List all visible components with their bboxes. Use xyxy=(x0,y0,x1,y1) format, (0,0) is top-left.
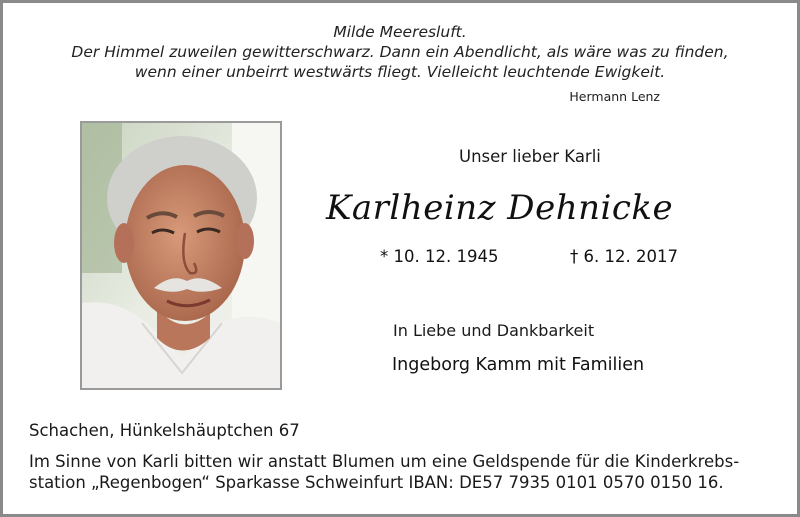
quote-line: Der Himmel zuweilen gewitterschwarz. Dann ein Abendlicht, als wäre was zu finden, xyxy=(71,43,729,61)
quote-line: Milde Meeresluft. xyxy=(333,23,467,41)
birth-date: * 10. 12. 1945 xyxy=(380,247,499,266)
quote-author: Hermann Lenz xyxy=(569,89,660,104)
donation-note-line: Im Sinne von Karli bitten wir anstatt Blumen um eine Geldspende für die Kinderkrebs- xyxy=(29,452,740,471)
portrait-image xyxy=(82,123,280,388)
address-line: Schachen, Hünkelshäuptchen 67 xyxy=(29,421,300,440)
intro-text: Unser lieber Karli xyxy=(459,147,601,166)
deceased-name: Karlheinz Dehnicke xyxy=(326,188,674,228)
portrait-photo xyxy=(80,121,282,390)
mourners-names: Ingeborg Kamm mit Familien xyxy=(392,355,645,375)
donation-note-line: station „Regenbogen“ Sparkasse Schweinfurt IBAN: DE57 7935 0101 0570 0150 16. xyxy=(29,473,724,492)
death-date: † 6. 12. 2017 xyxy=(570,247,678,266)
quote-block xyxy=(0,22,800,82)
quote-line: wenn einer unbeirrt westwärts fliegt. Vielleicht leuchtende Ewigkeit. xyxy=(134,63,666,81)
thanks-text: In Liebe und Dankbarkeit xyxy=(393,321,595,340)
donation-note xyxy=(29,451,739,493)
